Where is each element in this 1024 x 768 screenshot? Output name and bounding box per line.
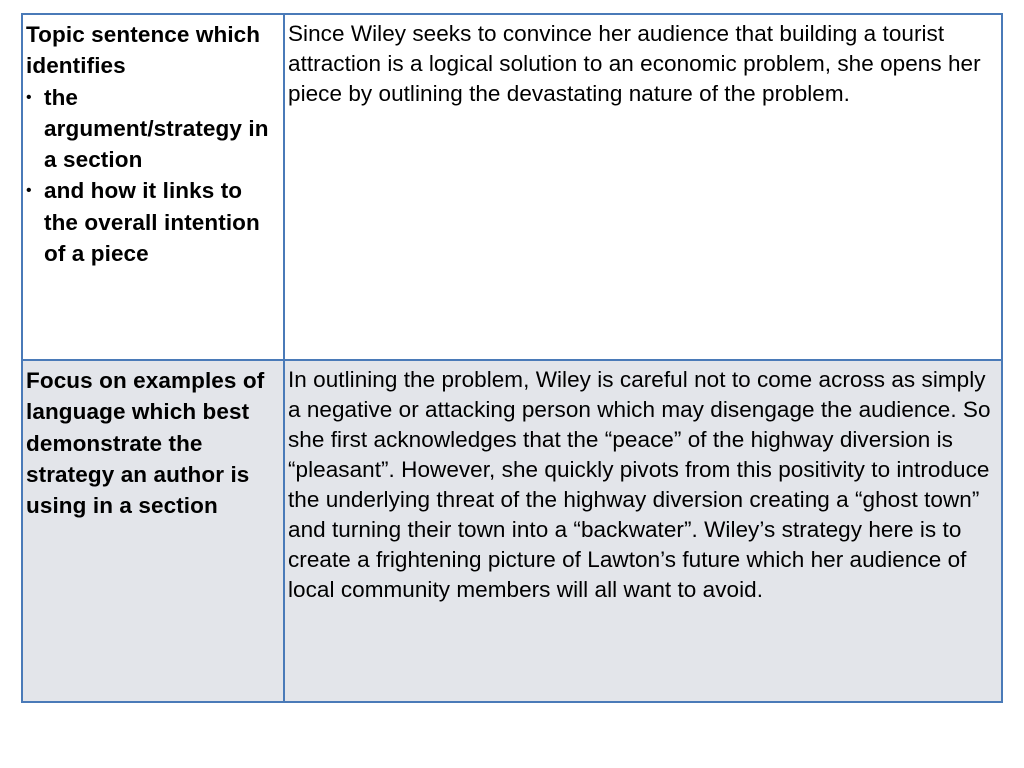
example-cell (288, 365, 1001, 605)
criteria-bullet-text: the argument/strategy in a section (44, 84, 269, 173)
analysis-table (21, 13, 1003, 703)
criteria-bullet-list (26, 82, 280, 270)
criteria-cell (26, 19, 280, 269)
criteria-bullet-text: and how it links to the overall intention of a piece (44, 178, 260, 267)
example-paragraph: In outlining the problem, Wiley is careful not to come across as simply a negative or attacking person which may disengage the audience. So she first acknowledges that the “peace” of the highway diversion is “pleasant”. However, she quickly pivots from this positivity to introduce the underlying threat of the highway diversion creating a “ghost town” and turning their town into a “backwater”. Wiley’s strategy here is to create a frightening picture of Lawton’s future which her audience of local community members will all want to avoid. (288, 367, 991, 602)
example-cell (288, 19, 1001, 109)
bullet-icon: • (26, 182, 32, 200)
example-paragraph: Since Wiley seeks to convince her audience that building a tourist attraction is a logical solution to an economic problem, she opens her piece by outlining the devastating nature of the problem. (288, 21, 981, 106)
table-row (23, 359, 1001, 701)
column-divider (283, 15, 285, 701)
criteria-text: Focus on examples of language which best demonstrate the strategy an author is using in a section (26, 368, 265, 519)
table-row (23, 15, 1001, 359)
criteria-intro: Topic sentence which identifies (26, 22, 261, 79)
criteria-cell (26, 365, 280, 521)
bullet-icon: • (26, 88, 32, 106)
criteria-bullet (26, 175, 280, 269)
criteria-bullet (26, 82, 280, 176)
